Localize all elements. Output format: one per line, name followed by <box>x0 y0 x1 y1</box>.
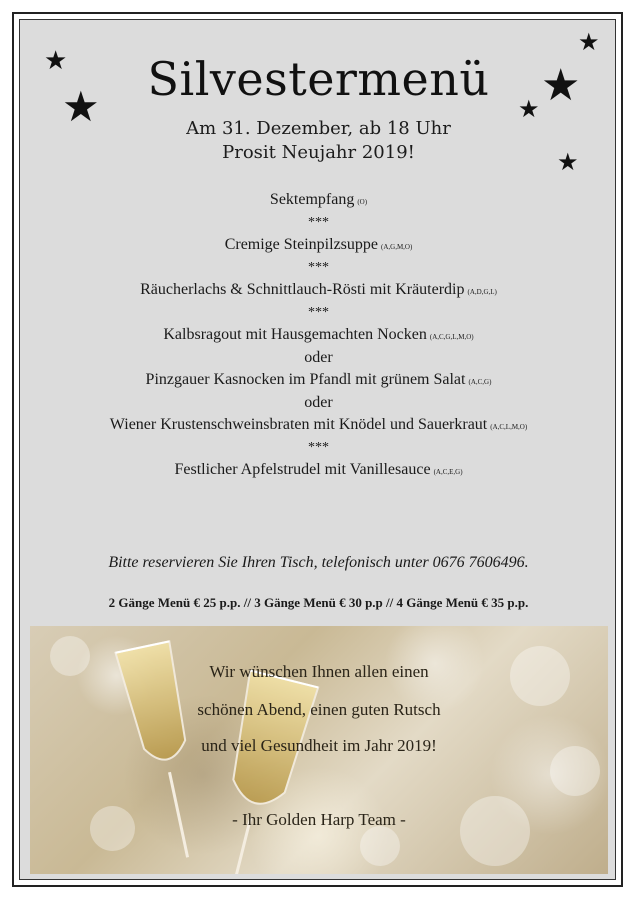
wish-line: und viel Gesundheit im Jahr 2019! <box>201 736 437 755</box>
allergen-codes: (O) <box>357 198 368 206</box>
menu-item: Wiener Krustenschweinsbraten mit Knödel und Sauerkraut (A,C,L,M,O) <box>109 416 528 433</box>
menu-or: oder <box>304 393 333 411</box>
menu-or: oder <box>304 348 333 366</box>
wish-line: schönen Abend, einen guten Rutsch <box>197 700 441 719</box>
allergen-codes: (A,C,L,M,O) <box>490 423 528 431</box>
menu-item: Kalbsragout mit Hausgemachten Nocken (A,C,G,L,M,O) <box>163 326 474 343</box>
wish-line: Wir wünschen Ihnen allen einen <box>209 662 429 681</box>
star-icon: ★ <box>578 28 600 56</box>
star-icon: ★ <box>557 148 579 176</box>
star-icon: ★ <box>518 95 540 123</box>
new-year-greeting: Prosit Neujahr 2019! <box>222 142 415 163</box>
champagne-photo <box>30 626 608 874</box>
allergen-codes: (A,D,G,L) <box>467 288 497 296</box>
menu-item: Pinzgauer Kasnocken im Pfandl mit grünem Salat (A,C,G) <box>145 371 492 388</box>
menu-separator: *** <box>308 304 329 320</box>
team-signature: - Ihr Golden Harp Team - <box>232 810 406 829</box>
menu-item: Cremige Steinpilzsuppe (A,G,M,O) <box>224 236 413 253</box>
menu-separator: *** <box>308 259 329 275</box>
reservation-note: Bitte reservieren Sie Ihren Tisch, telefonisch unter 0676 7606496. <box>108 554 529 571</box>
allergen-codes: (A,C,E,G) <box>433 468 463 476</box>
star-icon: ★ <box>44 46 68 76</box>
page-title: Silvestermenü <box>147 52 490 106</box>
menu-separator: *** <box>308 439 329 455</box>
allergen-codes: (A,C,G) <box>468 378 492 386</box>
menu-item: Räucherlachs & Schnittlauch-Rösti mit Kräuterdip (A,D,G,L) <box>140 281 497 298</box>
menu-list <box>20 189 617 482</box>
price-list: 2 Gänge Menü € 25 p.p. // 3 Gänge Menü € 30 p.p // 4 Gänge Menü € 35 p.p. <box>108 595 529 610</box>
star-icon: ★ <box>541 60 581 111</box>
allergen-codes: (A,C,G,L,M,O) <box>429 333 474 341</box>
event-date: Am 31. Dezember, ab 18 Uhr <box>186 118 451 139</box>
allergen-codes: (A,G,M,O) <box>381 243 413 251</box>
menu-item: Festlicher Apfelstrudel mit Vanillesauce (A,C,E,G) <box>174 461 463 478</box>
menu-item: Sektempfang (O) <box>269 191 368 208</box>
menu-separator: *** <box>308 214 329 230</box>
star-icon: ★ <box>62 82 100 131</box>
